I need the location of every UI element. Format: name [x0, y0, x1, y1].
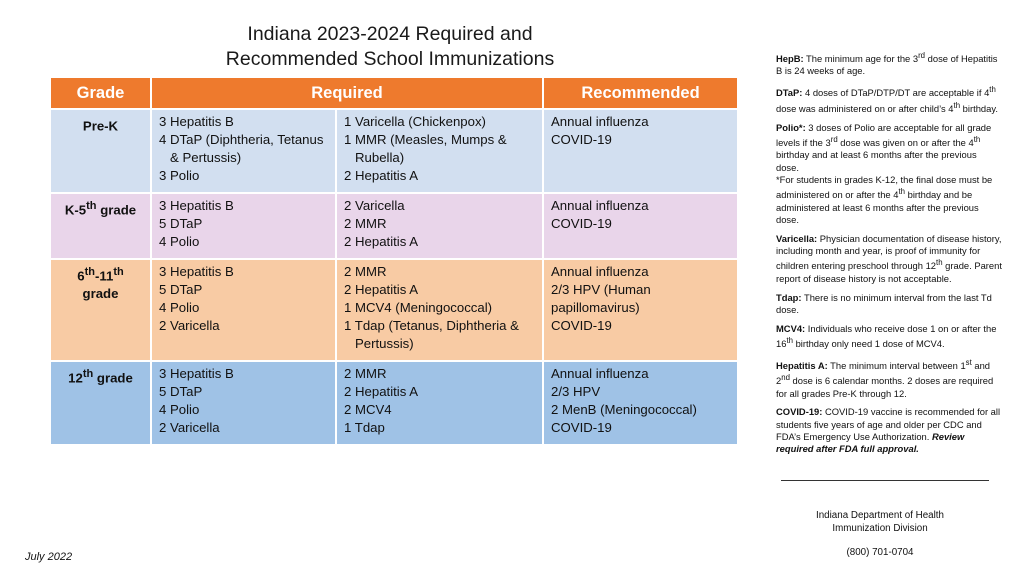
table-row	[50, 193, 738, 259]
list-item: 4 Polio	[159, 234, 200, 249]
list-item: 2 Varicella	[159, 318, 220, 333]
list-item: papillomavirus)	[551, 300, 640, 315]
list-item: COVID-19	[551, 216, 612, 231]
list-item: 2 Hepatitis A	[344, 384, 419, 399]
list-item: Annual influenza	[551, 198, 649, 213]
note-polio: Polio*: 3 doses of Polio are acceptable for all grade levels if the 3rd dose was given on or after the 4th birthday and at least 6 months after the previous dose. *For students in grades K-12, the final dose must be administered on or after the 4th birthday and be administered at least 6 months after the previous dose.	[776, 121, 993, 225]
list-item: 2 MenB (Meningococcal)	[551, 402, 697, 417]
footnotes	[776, 50, 1002, 462]
grade-cell: K-5th grade	[50, 193, 151, 259]
required-cell-a	[151, 109, 336, 193]
list-item: 1 Tdap	[344, 420, 385, 435]
recommended-cell	[543, 361, 738, 445]
list-item: 4 Polio	[159, 300, 200, 315]
list-item: 5 DTaP	[159, 384, 203, 399]
list-item: 5 DTaP	[159, 282, 203, 297]
required-cell-a	[151, 259, 336, 361]
list-item: 2/3 HPV	[551, 384, 601, 399]
list-item: 2 Hepatitis A	[344, 168, 419, 183]
list-item: 1 Tdap (Tetanus, Diphtheria &	[344, 318, 519, 333]
list-item: 5 DTaP	[159, 216, 203, 231]
title-line-1: Indiana 2023-2024 Required and	[247, 23, 533, 45]
list-item: Pertussis)	[355, 336, 414, 351]
note-dtap: DTaP: 4 doses of DTaP/DTP/DT are acceptable if 4th dose was administered on or after child’s 4th birthday.	[776, 85, 998, 114]
list-item: 2 MMR	[344, 366, 387, 381]
header-grade: Grade	[50, 77, 151, 109]
list-item: 4 Polio	[159, 402, 200, 417]
header-required: Required	[151, 77, 543, 109]
grade-cell: 12th grade	[50, 361, 151, 445]
recommended-cell	[543, 193, 738, 259]
list-item: 2 Hepatitis A	[344, 234, 419, 249]
immunization-table	[49, 76, 739, 446]
header-recommended: Recommended	[543, 77, 738, 109]
list-item: 3 Hepatitis B	[159, 198, 234, 213]
list-item: 2 MMR	[344, 264, 387, 279]
list-item: Rubella)	[355, 150, 405, 165]
title-line-2: Recommended School Immunizations	[225, 48, 555, 70]
list-item: 3 Polio	[159, 168, 200, 183]
note-hepa: Hepatitis A: The minimum interval between 1st and 2nd dose is 6 calendar months. 2 doses are required for all grades Pre-K through 12.	[776, 357, 994, 399]
list-item: COVID-19	[551, 420, 612, 435]
list-item: 2 MCV4	[344, 402, 392, 417]
list-item: Annual influenza	[551, 114, 649, 129]
table-header-row	[50, 77, 738, 109]
note-varicella: Varicella: Physician documentation of disease history, including month and year, is proof of immunity for children entering preschool through 12th grade. Parent report of disease history is not acceptable.	[776, 232, 1002, 284]
list-item: COVID-19	[551, 132, 612, 147]
list-item: COVID-19	[551, 318, 612, 333]
grade-cell: 6th-11th grade	[50, 259, 151, 361]
page-title	[150, 22, 630, 72]
note-mcv4: MCV4: Individuals who receive dose 1 on or after the 16th birthday only need 1 dose of MCV4.	[776, 322, 997, 350]
list-item: 2 Hepatitis A	[344, 282, 419, 297]
list-item: 3 Hepatitis B	[159, 366, 234, 381]
list-item: Annual influenza	[551, 264, 649, 279]
list-item: 2 MMR	[344, 216, 387, 231]
list-item: Annual influenza	[551, 366, 649, 381]
note-tdap: Tdap: There is no minimum interval from the last Td dose.	[776, 291, 992, 315]
list-item: 2/3 HPV (Human	[551, 282, 651, 297]
grade-cell: Pre-K	[50, 109, 151, 193]
list-item: 3 Hepatitis B	[159, 114, 234, 129]
list-item: 2 Varicella	[344, 198, 405, 213]
org-name: Indiana Department of Health	[816, 510, 944, 521]
required-cell-a	[151, 193, 336, 259]
table-row	[50, 259, 738, 361]
note-hepb: HepB: The minimum age for the 3rd dose of Hepatitis B is 24 weeks of age.	[776, 51, 998, 77]
recommended-cell	[543, 109, 738, 193]
org-division: Immunization Division	[832, 523, 928, 534]
date-label: July 2022	[25, 551, 73, 563]
org-phone: (800) 701-0704	[846, 547, 914, 558]
list-item: 4 DTaP (Diphtheria, Tetanus	[159, 132, 324, 147]
list-item: 1 Varicella (Chickenpox)	[344, 114, 486, 129]
recommended-cell	[543, 259, 738, 361]
list-item: 1 MCV4 (Meningococcal)	[344, 300, 493, 315]
table-row	[50, 109, 738, 193]
note-covid: COVID-19: COVID-19 vaccine is recommended for all students five years of age and older per CDC and FDA’s Emergency Use Authorization. Review required after FDA full approval.	[776, 406, 1001, 455]
list-item: & Pertussis)	[170, 150, 242, 165]
list-item: 2 Varicella	[159, 420, 220, 435]
org-info	[800, 509, 960, 535]
required-cell-b	[336, 109, 543, 193]
list-item: 3 Hepatitis B	[159, 264, 234, 279]
required-cell-b	[336, 361, 543, 445]
required-cell-a	[151, 361, 336, 445]
required-cell-b	[336, 259, 543, 361]
required-cell-b	[336, 193, 543, 259]
list-item: 1 MMR (Measles, Mumps &	[344, 132, 507, 147]
table-row	[50, 361, 738, 445]
divider-line	[781, 480, 989, 481]
